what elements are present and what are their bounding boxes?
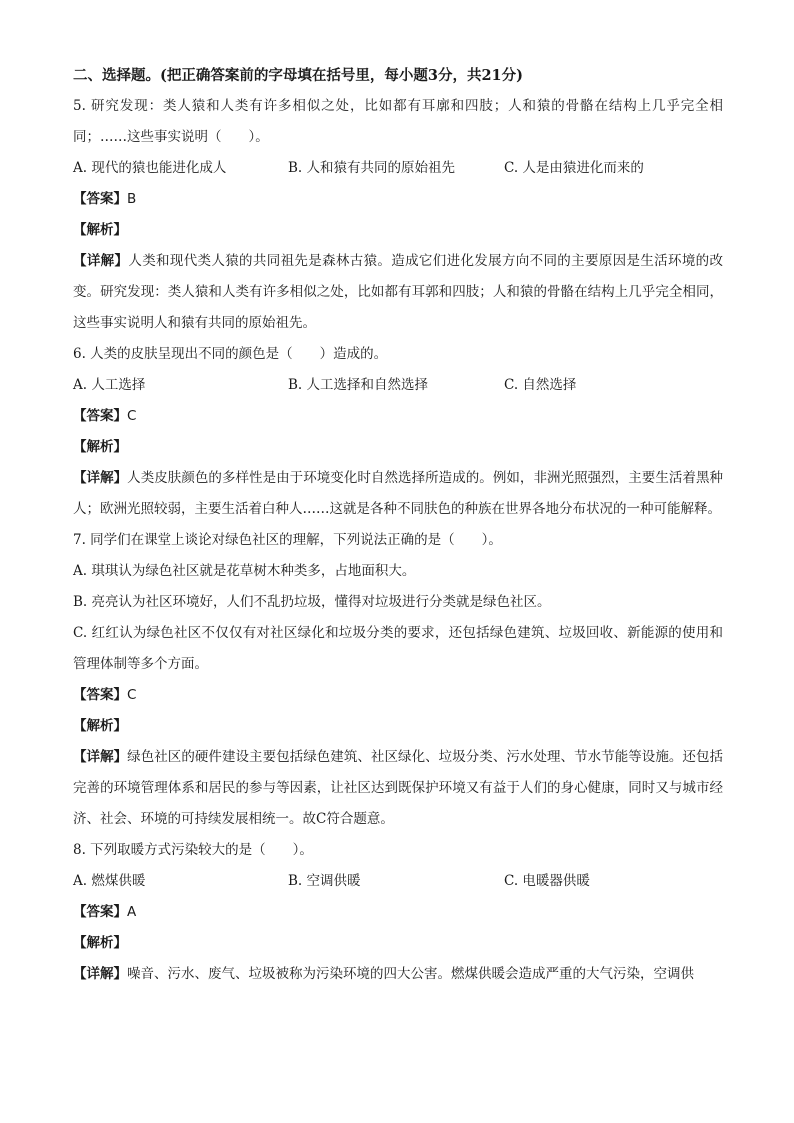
question-8 xyxy=(73,835,723,990)
question-stem: 8. 下列取暖方式污染较大的是（ ）。 xyxy=(73,842,313,858)
detail-tag: 【详解】 xyxy=(73,966,127,982)
question-5 xyxy=(73,91,723,339)
option-b: B. 人和猿有共同的原始祖先 xyxy=(288,160,456,176)
answer-tag: 【答案】 xyxy=(73,687,127,703)
answer-tag: 【答案】 xyxy=(73,904,127,920)
answer-tag: 【答案】 xyxy=(73,408,127,424)
analysis-line xyxy=(73,432,723,463)
answer-line xyxy=(73,897,723,928)
analysis-tag: 【解析】 xyxy=(73,935,127,951)
question-6 xyxy=(73,339,723,525)
detail-tag: 【详解】 xyxy=(73,253,129,269)
analysis-tag: 【解析】 xyxy=(73,718,127,734)
analysis-line xyxy=(73,215,723,246)
option-row xyxy=(73,866,723,897)
detail-text: 人类和现代类人猿的共同祖先是森林古猿。造成它们进化发展方向不同的主要原因是生活环境的改变。研究发现：类人猿和人类有许多相似之处，比如都有耳郭和四肢；人和猿的骨骼在结构上几乎完全相同，这些事实说明人和猿有共同的原始祖先。 xyxy=(73,253,724,331)
question-stem: 5. 研究发现：类人猿和人类有许多相似之处，比如都有耳廓和四肢；人和猿的骨骼在结构上几乎完全相同；……这些事实说明（ ）。 xyxy=(73,98,723,145)
analysis-line xyxy=(73,928,723,959)
detail-tag: 【详解】 xyxy=(73,470,128,486)
analysis-tag: 【解析】 xyxy=(73,439,127,455)
option-b: B. 空调供暖 xyxy=(288,873,361,889)
option-c: C. 电暖器供暖 xyxy=(504,873,590,889)
option-a: A. 燃煤供暖 xyxy=(73,873,146,889)
analysis-line xyxy=(73,711,723,742)
detail-paragraph xyxy=(73,959,723,990)
answer-line xyxy=(73,401,723,432)
answer-value: B xyxy=(127,191,137,207)
answer-line xyxy=(73,680,723,711)
detail-paragraph xyxy=(73,742,723,835)
option-row xyxy=(73,153,723,184)
question-7 xyxy=(73,525,723,835)
detail-paragraph xyxy=(73,463,723,525)
option-a: A. 琪琪认为绿色社区就是花草树木种类多，占地面积大。 xyxy=(73,563,416,579)
detail-text: 绿色社区的硬件建设主要包括绿色建筑、社区绿化、垃圾分类、污水处理、节水节能等设施。还包括完善的环境管理体系和居民的参与等因素，让社区达到既保护环境又有益于人们的身心健康，同时又与城市经济、社会、环境的可持续发展相统一。故C符合题意。 xyxy=(73,749,724,827)
answer-tag: 【答案】 xyxy=(73,191,127,207)
option-c: C. 人是由猿进化而来的 xyxy=(504,160,644,176)
option-row xyxy=(73,370,723,401)
option-c: C. 红红认为绿色社区不仅仅有对社区绿化和垃圾分类的要求，还包括绿色建筑、垃圾回收、新能源的使用和管理体制等多个方面。 xyxy=(73,625,723,672)
analysis-tag: 【解析】 xyxy=(73,222,127,238)
question-stem: 7. 同学们在课堂上谈论对绿色社区的理解，下列说法正确的是（ ）。 xyxy=(73,532,502,548)
detail-text: 人类皮肤颜色的多样性是由于环境变化时自然选择所造成的。例如，非洲光照强烈，主要生活着黑种人；欧洲光照较弱，主要生活着白种人……这就是各种不同肤色的种族在世界各地分布状况的一种可能解释。 xyxy=(73,470,724,517)
detail-paragraph xyxy=(73,246,723,339)
option-c: C. 自然选择 xyxy=(504,377,577,393)
option-a: A. 人工选择 xyxy=(73,377,146,393)
answer-value: A xyxy=(127,904,137,920)
option-b: B. 人工选择和自然选择 xyxy=(288,377,429,393)
detail-text: 噪音、污水、废气、垃圾被称为污染环境的四大公害。燃煤供暖会造成严重的大气污染，空调供 xyxy=(127,966,694,982)
detail-tag: 【详解】 xyxy=(73,749,128,765)
question-stem: 6. 人类的皮肤呈现出不同的颜色是（ ）造成的。 xyxy=(73,346,388,362)
answer-value: C xyxy=(127,687,137,703)
option-a: A. 现代的猿也能进化成人 xyxy=(73,160,227,176)
answer-value: C xyxy=(127,408,137,424)
answer-line xyxy=(73,184,723,215)
section-title: 二、选择题。(把正确答案前的字母填在括号里，每小题3分，共21分) xyxy=(73,67,523,84)
document-page xyxy=(73,60,723,990)
option-b: B. 亮亮认为社区环境好，人们不乱扔垃圾，懂得对垃圾进行分类就是绿色社区。 xyxy=(73,594,551,610)
